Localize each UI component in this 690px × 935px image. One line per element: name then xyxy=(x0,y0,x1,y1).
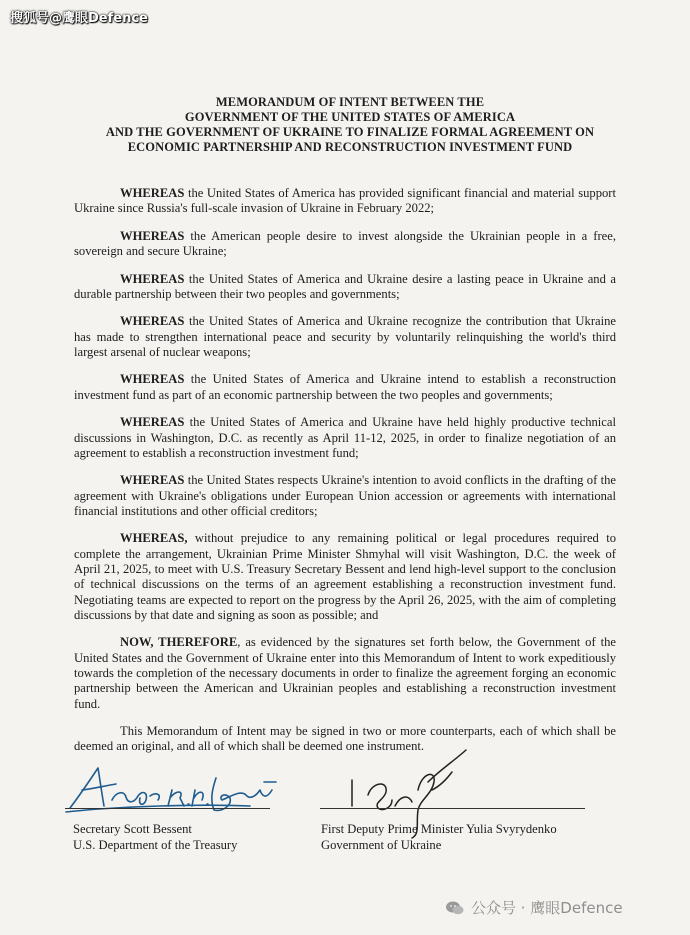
wechat-icon xyxy=(445,898,465,918)
title-line: MEMORANDUM OF INTENT BETWEEN THE xyxy=(215,95,485,109)
clause-lead: WHEREAS xyxy=(120,228,185,243)
whereas-clause xyxy=(74,473,616,519)
whereas-clause xyxy=(74,186,616,217)
clause-text: the United States of America has provided significant financial and material support Ukraine since Russia's full-scale invasion of Ukraine in February 2022; xyxy=(74,186,616,216)
watermark-text: 公众号 · 鹰眼Defence xyxy=(471,899,623,917)
title-line: ECONOMIC PARTNERSHIP AND RECONSTRUCTION INVESTMENT FUND xyxy=(127,140,573,154)
clause-text: the American people desire to invest alongside the Ukrainian people in a free, sovereign and secure Ukraine; xyxy=(74,228,616,259)
clause-text: , as evidenced by the signatures set forth below, the Government of the United States and the Government of Ukraine enter into this Memorandum of Intent to work expeditiously towards the completion of the necessary documents in order to finalize the agreement forging an economic partnership between the American and Ukrainian peoples and establishing a reconstruction investment fund. xyxy=(74,635,616,711)
clause-text: the United States of America and Ukraine have held highly productive technical discussions in Washington, D.C. as recently as April 11-12, 2025, in order to finalize negotiation of an agreement to establish a reconstruction investment fund; xyxy=(74,415,616,460)
whereas-clause xyxy=(74,314,616,360)
clause-lead: WHEREAS xyxy=(120,186,185,200)
counterparts-clause xyxy=(74,724,616,755)
clause-lead: WHEREAS xyxy=(120,415,185,430)
title-line: AND THE GOVERNMENT OF UKRAINE TO FINALIZE FORMAL AGREEMENT ON xyxy=(105,125,595,139)
document-title xyxy=(60,95,640,155)
clause-text: the United States of America and Ukraine recognize the contribution that Ukraine has made to strengthen international peace and security by voluntarily relinquishing the world's third largest arsenal of nuclear weapons; xyxy=(74,314,616,359)
signatory-name: Secretary Scott Bessent xyxy=(73,822,192,836)
clause-text: the United States of America and Ukraine desire a lasting peace in Ukraine and a durable partnership between their two peoples and governments; xyxy=(74,271,616,301)
document-body xyxy=(74,186,616,767)
title-line: GOVERNMENT OF THE UNITED STATES OF AMERICA xyxy=(184,110,516,124)
therefore-clause xyxy=(74,635,616,711)
clause-text: the United States respects Ukraine's intention to avoid conflicts in the drafting of the agreement with Ukraine's obligations under European Union accession or agreements with international financial institutions and other official creditors; xyxy=(74,473,616,518)
clause-lead: WHEREAS xyxy=(120,271,185,286)
clause-text: This Memorandum of Intent may be signed in two or more counterparts, each of which shall be deemed an original, and all of which shall be deemed one instrument. xyxy=(74,724,616,754)
whereas-clause xyxy=(74,415,616,461)
signature-line-left xyxy=(65,808,270,809)
whereas-clause xyxy=(74,531,616,623)
signatory-org: Government of Ukraine xyxy=(321,837,442,852)
wechat-watermark xyxy=(445,897,623,918)
clause-lead: WHEREAS, xyxy=(120,531,188,546)
clause-lead: WHEREAS xyxy=(120,372,185,387)
signatory-org: U.S. Department of the Treasury xyxy=(73,837,238,852)
bessent-signature xyxy=(66,768,276,812)
clause-text: the United States of America and Ukraine intend to establish a reconstruction investment fund as part of an economic partnership between the two peoples and governments; xyxy=(74,372,616,402)
clause-lead: WHEREAS xyxy=(120,473,185,488)
signature-line-right xyxy=(320,808,585,809)
clause-lead: WHEREAS xyxy=(120,314,185,329)
clause-text: without prejudice to any remaining political or legal procedures required to complete the arrangement, Ukrainian Prime Minister Shmyhal will visit Washington, D.C. the week of April 21, 2025, to meet with U.S. Treasury Secretary Bessent and lend high-level support to the conclusion of technical discussions on the terms of an agreement establishing a reconstruction investment fund. Negotiating teams are expected to report on the progress by the April 26, 2025, with the aim of completing discussions by that date and signing as soon as possible; and xyxy=(74,531,616,622)
clause-lead: NOW, THEREFORE xyxy=(120,635,238,650)
signatory-name: First Deputy Prime Minister Yulia Svyrydenko xyxy=(321,822,557,836)
signatory-ukraine xyxy=(321,822,557,853)
whereas-clause xyxy=(74,272,616,303)
signatory-us xyxy=(73,822,237,853)
whereas-clause xyxy=(74,229,616,260)
source-watermark: 搜狐号@鹰眼Defence xyxy=(10,11,148,26)
whereas-clause xyxy=(74,372,616,403)
